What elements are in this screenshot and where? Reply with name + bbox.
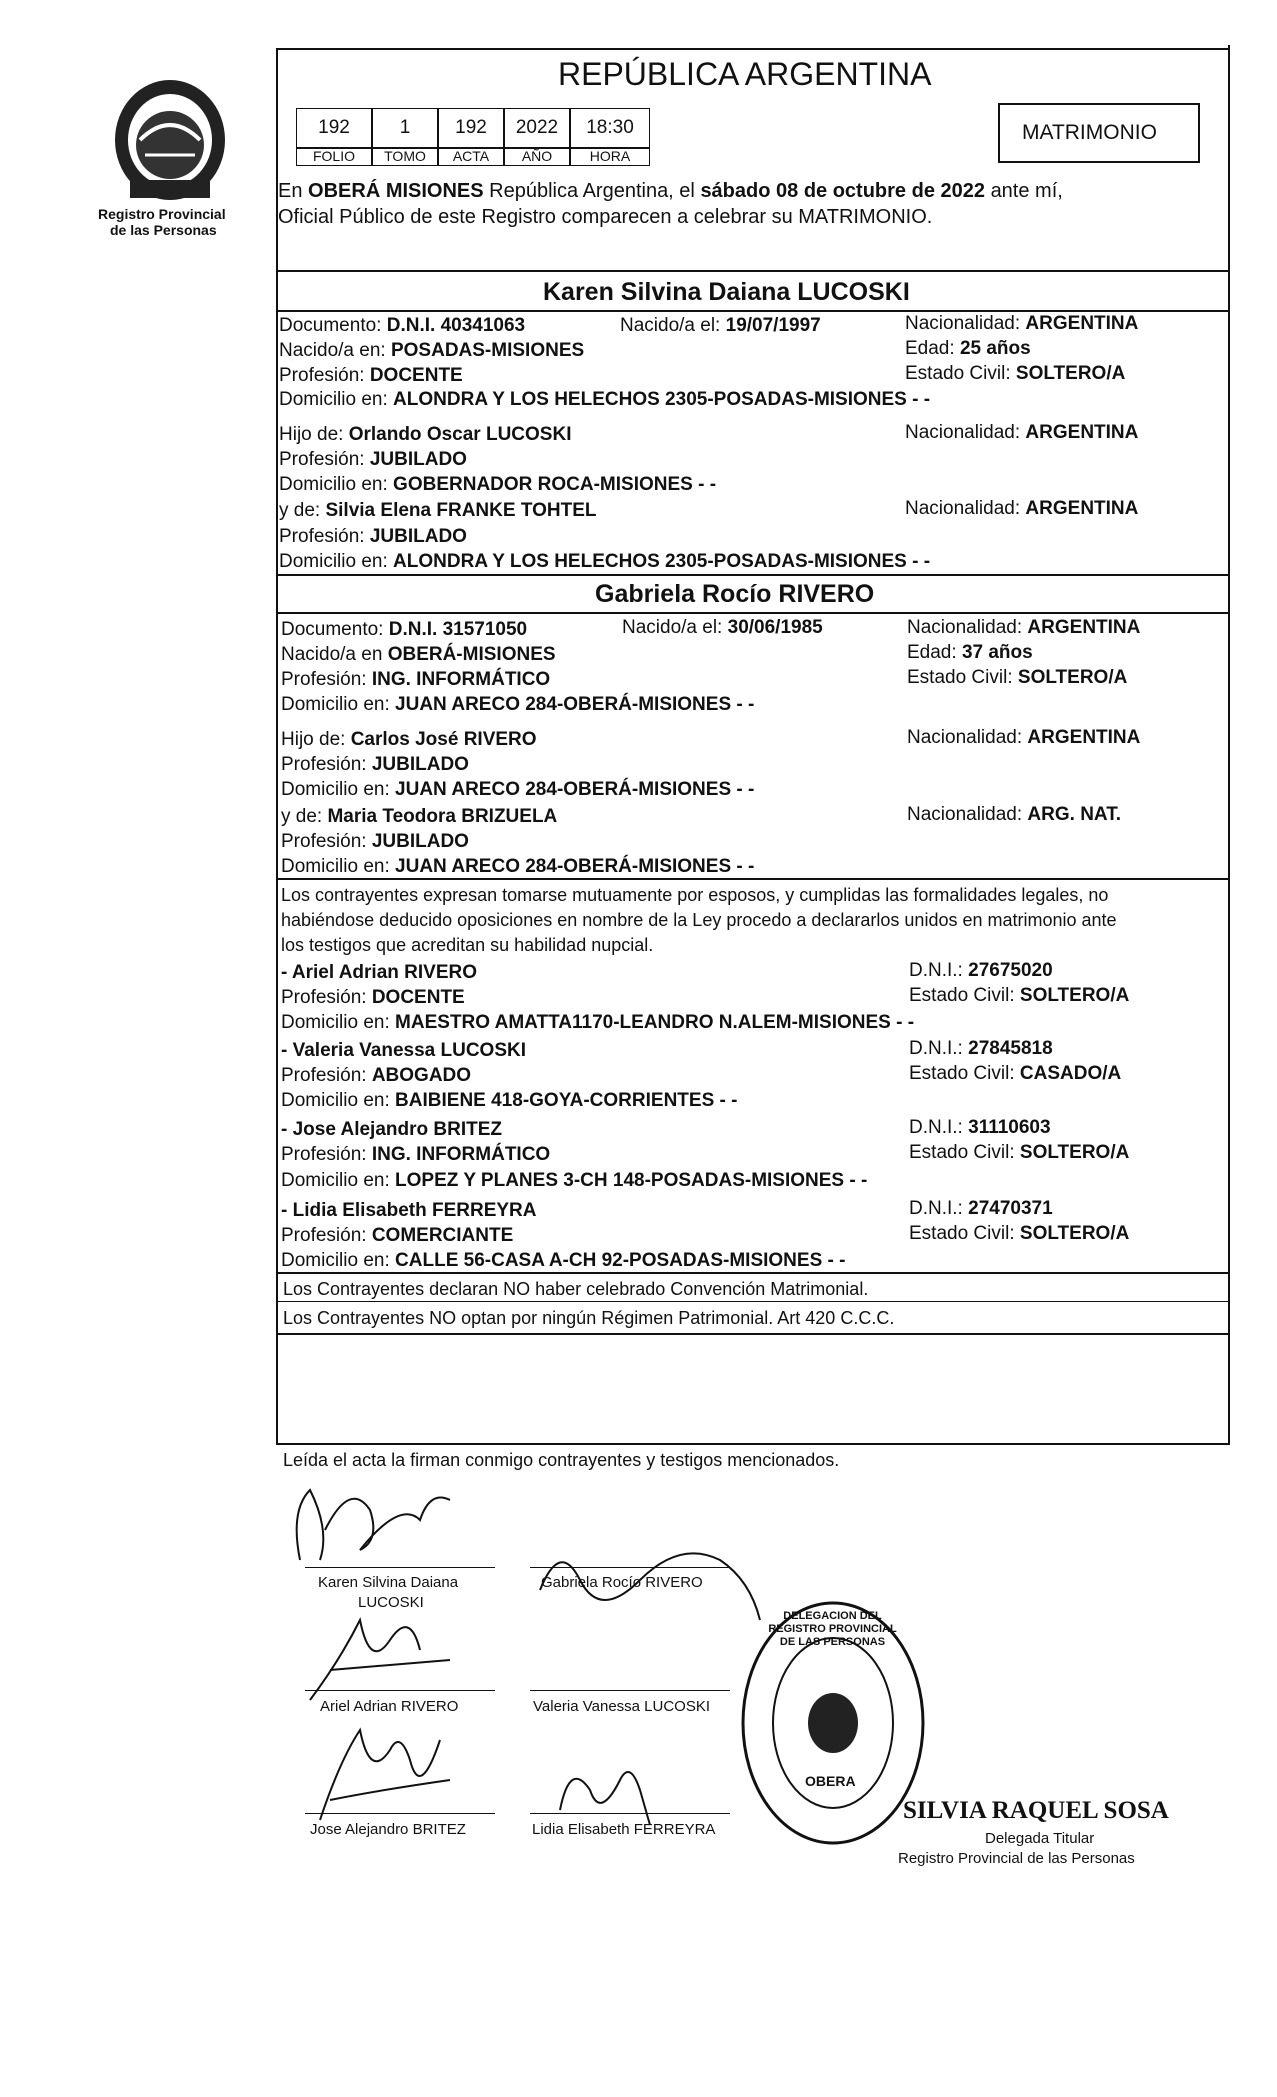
divider-notes: [276, 1272, 1230, 1274]
doc-label: Documento:: [279, 315, 382, 336]
hora-value: 18:30: [570, 108, 650, 148]
addr-label: Domicilio en:: [281, 1170, 390, 1191]
witness-civil-line: [909, 985, 1129, 1007]
intro-mid: República Argentina, el: [489, 180, 695, 202]
addr-label: Domicilio en:: [279, 474, 388, 495]
witness-name: - Valeria Vanessa LUCOSKI: [281, 1040, 527, 1061]
spouse1-father: Orlando Oscar LUCOSKI: [348, 424, 572, 445]
spouse1-place-line: [279, 340, 584, 362]
prof-label: Profesión:: [281, 1225, 367, 1246]
witness-dni-line: [909, 1117, 1051, 1139]
spouse1-mother-addr-line: [279, 551, 930, 573]
spouse1-born-line: [620, 315, 821, 337]
sig-karen-2: LUCOSKI: [358, 1594, 424, 1611]
spouse1-father-prof-line: [279, 449, 467, 471]
place-label: Nacido/a en: [281, 644, 383, 665]
civil-label: Estado Civil:: [909, 1063, 1015, 1084]
witness-civil-line: [909, 1223, 1129, 1245]
witness-prof-line: [281, 1225, 513, 1247]
divider-spouse1: [276, 270, 1230, 272]
addr-label: Domicilio en:: [281, 1250, 390, 1271]
acta-label: ACTA: [438, 148, 504, 166]
spouse2-father-addr: JUAN ARECO 284-OBERÁ-MISIONES - -: [395, 779, 755, 800]
spouse1-addr-line: [279, 389, 930, 411]
note-1: Los Contrayentes declaran NO haber celebrado Convención Matrimonial.: [283, 1279, 869, 1299]
spouse1-father-addr-line: [279, 474, 716, 496]
spouse2-prof-line: [281, 669, 550, 691]
spouse1-age-line: [905, 338, 1031, 360]
spouse1-mother-line: [279, 500, 596, 522]
hora-label: HORA: [570, 148, 650, 166]
divider-spouse2b: [276, 612, 1230, 614]
spouse2-nat: ARGENTINA: [1027, 617, 1141, 638]
spouse2-place-line: [281, 644, 556, 666]
divider-spouse2: [276, 574, 1230, 576]
spouse2-born: 30/06/1985: [727, 617, 823, 638]
sig-line-3: [305, 1690, 495, 1691]
spouse2-addr-line: [281, 694, 754, 716]
nat-label: Nacionalidad:: [907, 727, 1023, 748]
spouse1-civil: SOLTERO/A: [1015, 363, 1126, 384]
age-label: Edad:: [905, 338, 955, 359]
witness-addr: BAIBIENE 418-GOYA-CORRIENTES - -: [395, 1090, 738, 1111]
signatures-intro: Leída el acta la firman conmigo contrayentes y testigos mencionados.: [283, 1450, 840, 1470]
sig-line-1: [305, 1567, 495, 1568]
spouse2-born-line: [622, 617, 823, 639]
frame-left: [276, 50, 278, 1445]
witness-civil: SOLTERO/A: [1019, 1142, 1130, 1163]
ano-label: AÑO: [504, 148, 570, 166]
witness-dni: 27675020: [968, 960, 1053, 981]
witness-addr-line: [281, 1170, 867, 1192]
note-2: Los Contrayentes NO optan por ningún Régimen Patrimonial. Art 420 C.C.C.: [283, 1308, 895, 1328]
official-role: Delegada Titular: [985, 1830, 1095, 1847]
dni-label: D.N.I.:: [909, 960, 963, 981]
prof-label: Profesión:: [281, 1065, 367, 1086]
spouse1-father-prof: JUBILADO: [369, 449, 467, 470]
intro-line-1: [278, 180, 1063, 202]
addr-label: Domicilio en:: [279, 551, 388, 572]
intro-prefix: En: [278, 180, 303, 202]
divider-notes-mid: [276, 1301, 1230, 1302]
spouse1-father-nat: ARGENTINA: [1025, 422, 1139, 443]
spouse2-mother-prof: JUBILADO: [371, 831, 469, 852]
spouse2-mother-addr: JUAN ARECO 284-OBERÁ-MISIONES - -: [395, 856, 755, 877]
prof-label: Profesión:: [279, 449, 365, 470]
civil-label: Estado Civil:: [905, 363, 1011, 384]
spouse2-mother-line: [281, 806, 557, 828]
witness-name: - Jose Alejandro BRITEZ: [281, 1119, 502, 1140]
spouse2-mother-nat-line: [907, 804, 1121, 826]
spouse2-father: Carlos José RIVERO: [350, 729, 537, 750]
stamp-text: DELEGACION DEL REGISTRO PROVINCIAL DE LAS PERSONAS: [768, 1610, 897, 1648]
spouse2-mother: Maria Teodora BRIZUELA: [327, 806, 558, 827]
prof-label: Profesión:: [281, 831, 367, 852]
spouse1-father-addr: GOBERNADOR ROCA-MISIONES - -: [393, 474, 717, 495]
spouse1-mother-prof-line: [279, 526, 467, 548]
dni-label: D.N.I.:: [909, 1117, 963, 1138]
spouse1-doc: D.N.I. 40341063: [386, 315, 526, 336]
age-label: Edad:: [907, 642, 957, 663]
witness-name: - Ariel Adrian RIVERO: [281, 962, 478, 983]
nat-label: Nacionalidad:: [907, 804, 1023, 825]
spouse2-father-nat-line: [907, 727, 1140, 749]
mother-label: y de:: [281, 806, 323, 827]
declaration-line-1: Los contrayentes expresan tomarse mutuamente por esposos, y cumplidas las formalidades legales, no: [281, 885, 1109, 905]
civil-label: Estado Civil:: [907, 667, 1013, 688]
addr-label: Domicilio en:: [279, 389, 388, 410]
spouse2-age: 37 años: [961, 642, 1033, 663]
spouse1-mother-prof: JUBILADO: [369, 526, 467, 547]
registry-label-1: Registro Provincial: [98, 206, 226, 222]
addr-label: Domicilio en:: [281, 694, 390, 715]
witness-addr: CALLE 56-CASA A-CH 92-POSADAS-MISIONES - -: [395, 1250, 846, 1271]
nat-label: Nacionalidad:: [905, 313, 1021, 334]
divider-blank: [276, 1333, 1230, 1335]
divider-spouse1b: [276, 310, 1230, 312]
sig-line-5: [305, 1813, 495, 1814]
declaration-line-3: los testigos que acreditan su habilidad nupcial.: [281, 935, 654, 955]
signature-scribble-jose: [300, 1720, 480, 1835]
addr-label: Domicilio en:: [281, 856, 390, 877]
witness-addr-line: [281, 1012, 914, 1034]
spouse1-doc-line: [279, 315, 525, 337]
spouse2-prof: ING. INFORMÁTICO: [371, 669, 551, 690]
nat-label: Nacionalidad:: [905, 498, 1021, 519]
prof-label: Profesión:: [279, 365, 365, 386]
official-office: Registro Provincial de las Personas: [898, 1850, 1135, 1867]
born-label: Nacido/a el:: [620, 315, 721, 336]
witness-dni: 27845818: [968, 1038, 1053, 1059]
witness-dni-line: [909, 960, 1053, 982]
spouse1-prof-line: [279, 365, 463, 387]
witness-addr-line: [281, 1250, 845, 1272]
father-label: Hijo de:: [279, 424, 344, 445]
witness-dni: 31110603: [968, 1117, 1051, 1138]
born-label: Nacido/a el:: [622, 617, 723, 638]
civil-label: Estado Civil:: [909, 1223, 1015, 1244]
prof-label: Profesión:: [281, 669, 367, 690]
spouse2-addr: JUAN ARECO 284-OBERÁ-MISIONES - -: [395, 694, 755, 715]
prof-label: Profesión:: [281, 987, 367, 1008]
dni-label: D.N.I.:: [909, 1198, 963, 1219]
witness-addr: LOPEZ Y PLANES 3-CH 148-POSADAS-MISIONES - -: [395, 1170, 868, 1191]
country-title: REPÚBLICA ARGENTINA: [558, 56, 932, 92]
witness-prof: ABOGADO: [371, 1065, 472, 1086]
spouse2-father-line: [281, 729, 537, 751]
spouse1-addr: ALONDRA Y LOS HELECHOS 2305-POSADAS-MISIONES - -: [393, 389, 931, 410]
witness-dni-line: [909, 1198, 1053, 1220]
witness-prof: COMERCIANTE: [371, 1225, 514, 1246]
dni-label: D.N.I.:: [909, 1038, 963, 1059]
nat-label: Nacionalidad:: [905, 422, 1021, 443]
record-type: MATRIMONIO: [1022, 121, 1157, 144]
intro-suffix: ante mí,: [990, 180, 1063, 202]
spouse1-nat-line: [905, 313, 1138, 335]
spouse2-doc-line: [281, 619, 527, 641]
witness-prof-line: [281, 987, 465, 1009]
frame-right: [1228, 45, 1230, 1445]
witness-name: - Lidia Elisabeth FERREYRA: [281, 1200, 537, 1221]
sig-valeria: Valeria Vanessa LUCOSKI: [533, 1698, 711, 1715]
witness-civil-line: [909, 1063, 1121, 1085]
spouse1-name: Karen Silvina Daiana LUCOSKI: [543, 278, 910, 306]
spouse2-place: OBERÁ-MISIONES: [387, 644, 556, 665]
spouse2-name: Gabriela Rocío RIVERO: [595, 580, 875, 608]
tomo-label: TOMO: [372, 148, 438, 166]
spouse1-age: 25 años: [959, 338, 1031, 359]
witness-civil-line: [909, 1142, 1129, 1164]
spouse2-doc: D.N.I. 31571050: [388, 619, 528, 640]
prof-label: Profesión:: [279, 526, 365, 547]
place-label: Nacido/a en:: [279, 340, 386, 361]
addr-label: Domicilio en:: [281, 779, 390, 800]
declaration-line-2: habiéndose deducido oposiciones en nombre de la Ley procedo a declararlos unidos en matrimonio ante: [281, 910, 1117, 930]
acta-value: 192: [438, 108, 504, 148]
spouse1-mother-nat: ARGENTINA: [1025, 498, 1139, 519]
intro-line-2: Oficial Público de este Registro comparecen a celebrar su MATRIMONIO.: [278, 206, 933, 228]
mother-label: y de:: [279, 500, 321, 521]
divider-signatures: [276, 1443, 1230, 1445]
witness-dni: 27470371: [968, 1198, 1053, 1219]
sig-line-4: [530, 1690, 730, 1691]
witness-civil: SOLTERO/A: [1019, 985, 1130, 1006]
spouse1-father-nat-line: [905, 422, 1138, 444]
spouse2-father-nat: ARGENTINA: [1027, 727, 1141, 748]
sig-jose: Jose Alejandro BRITEZ: [310, 1821, 466, 1838]
spouse2-civil-line: [907, 667, 1127, 689]
witness-civil: SOLTERO/A: [1019, 1223, 1130, 1244]
sig-line-2: [530, 1567, 730, 1568]
addr-label: Domicilio en:: [281, 1012, 390, 1033]
spouse2-father-addr-line: [281, 779, 754, 801]
folio-value: 192: [296, 108, 372, 148]
spouse1-born: 19/07/1997: [725, 315, 821, 336]
sig-ariel: Ariel Adrian RIVERO: [320, 1698, 459, 1715]
witness-prof: ING. INFORMÁTICO: [371, 1144, 551, 1165]
tomo-value: 1: [372, 108, 438, 148]
doc-label: Documento:: [281, 619, 384, 640]
spouse1-mother: Silvia Elena FRANKE TOHTEL: [325, 500, 597, 521]
spouse1-place: POSADAS-MISIONES: [390, 340, 585, 361]
father-label: Hijo de:: [281, 729, 346, 750]
nat-label: Nacionalidad:: [907, 617, 1023, 638]
spouse1-nat: ARGENTINA: [1025, 313, 1139, 334]
civil-label: Estado Civil:: [909, 1142, 1015, 1163]
witness-civil: CASADO/A: [1019, 1063, 1122, 1084]
witness-addr-line: [281, 1090, 737, 1112]
frame-top: [276, 48, 1230, 50]
spouse2-mother-addr-line: [281, 856, 754, 878]
sig-lidia: Lidia Elisabeth FERREYRA: [532, 1821, 716, 1838]
spouse1-prof: DOCENTE: [369, 365, 463, 386]
addr-label: Domicilio en:: [281, 1090, 390, 1111]
spouse1-father-line: [279, 424, 571, 446]
intro-date: sábado 08 de octubre de 2022: [700, 180, 985, 202]
ano-value: 2022: [504, 108, 570, 148]
provincial-logo: [105, 70, 235, 205]
intro-place: OBERÁ MISIONES: [308, 180, 484, 202]
spouse2-father-prof: JUBILADO: [371, 754, 469, 775]
prof-label: Profesión:: [281, 754, 367, 775]
spouse1-civil-line: [905, 363, 1125, 385]
spouse2-age-line: [907, 642, 1033, 664]
spouse2-father-prof-line: [281, 754, 469, 776]
sig-karen-1: Karen Silvina Daiana: [318, 1574, 459, 1591]
spouse2-mother-prof-line: [281, 831, 469, 853]
spouse2-civil: SOLTERO/A: [1017, 667, 1128, 688]
spouse1-mother-addr: ALONDRA Y LOS HELECHOS 2305-POSADAS-MISIONES - -: [393, 551, 931, 572]
spouse2-mother-nat: ARG. NAT.: [1027, 804, 1122, 825]
witness-prof-line: [281, 1065, 471, 1087]
witness-dni-line: [909, 1038, 1053, 1060]
signature-scribble-karen: [280, 1470, 480, 1575]
prof-label: Profesión:: [281, 1144, 367, 1165]
folio-label: FOLIO: [296, 148, 372, 166]
spouse1-mother-nat-line: [905, 498, 1138, 520]
witness-addr: MAESTRO AMATTA1170-LEANDRO N.ALEM-MISIONES - -: [395, 1012, 915, 1033]
registry-label-2: de las Personas: [110, 222, 217, 238]
sig-gabriela: Gabriela Rocío RIVERO: [541, 1574, 703, 1591]
witness-prof: DOCENTE: [371, 987, 465, 1008]
spouse2-nat-line: [907, 617, 1140, 639]
stamp-city: OBERA: [805, 1773, 856, 1789]
divider-declaration: [276, 878, 1230, 880]
sig-line-6: [530, 1813, 730, 1814]
witness-prof-line: [281, 1144, 550, 1166]
official-name: SILVIA RAQUEL SOSA: [903, 1797, 1169, 1824]
civil-label: Estado Civil:: [909, 985, 1015, 1006]
